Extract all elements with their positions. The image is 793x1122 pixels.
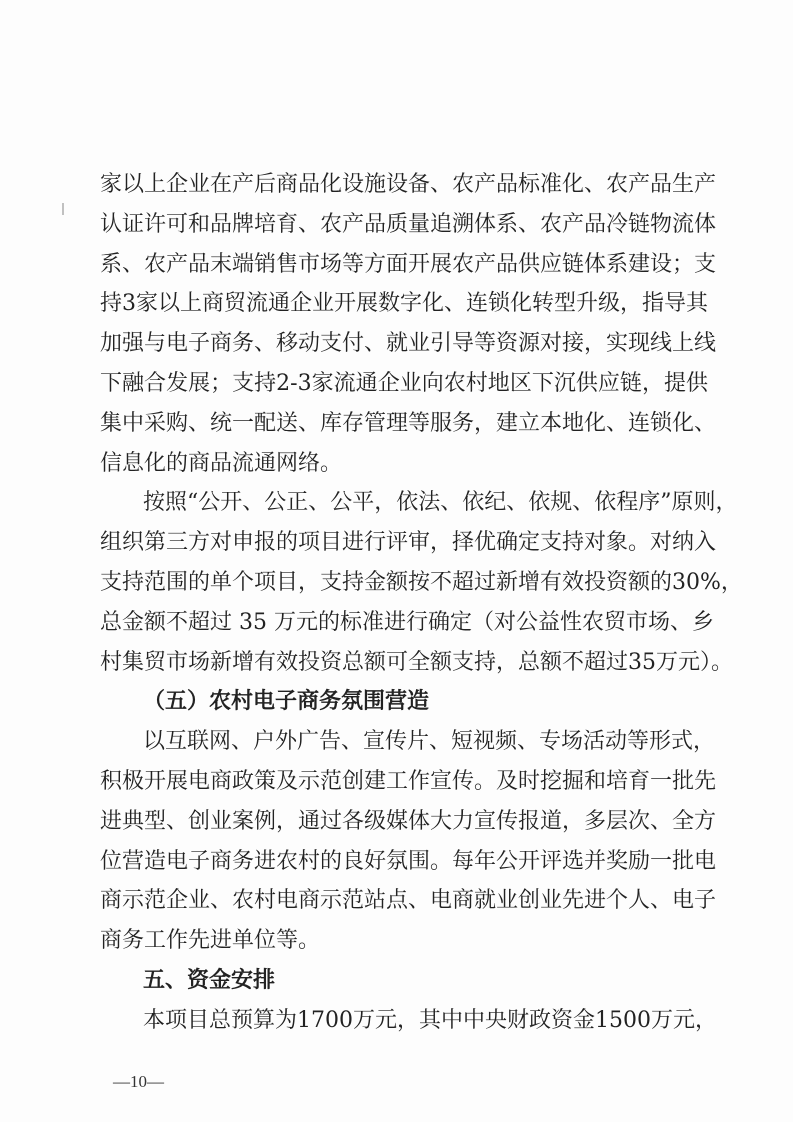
page-number: —10— xyxy=(113,1072,164,1091)
text-line: 积极开展电商政策及示范创建工作宣传。及时挖掘和培育一批先 xyxy=(100,769,717,794)
text-line: 加强与电子商务、移动支付、就业引导等资源对接，实现线上线 xyxy=(100,331,717,357)
text-line: 商务工作先进单位等。 xyxy=(100,928,321,954)
text-line: 组织第三方对申报的项目进行评审，择优确定支持对象。对纳入 xyxy=(100,530,717,556)
text-line: 按照“公开、公正、公平，依法、依纪、依规、依程序”原则， xyxy=(143,490,738,516)
text-line: 认证许可和品牌培育、农产品质量追溯体系、农产品冷链物流体 xyxy=(100,211,717,237)
text-line: 下融合发展；支持2-3家流通企业向农村地区下沉供应链，提供 xyxy=(100,371,708,396)
heading-text: （五）农村电子商务氛围营造 xyxy=(143,689,430,715)
text-line: 集中采购、统一配送、库存管理等服务，建立本地化、连锁化、 xyxy=(100,410,717,436)
text-line: 总金额不超过 35 万元的标准进行确定（对公益性农贸市场、乡 xyxy=(100,609,714,635)
heading-text: 五、资金安排 xyxy=(143,968,276,993)
text-line: 商示范企业、农村电商示范站点、电商就业创业先进个人、电子 xyxy=(100,888,717,914)
text-line: 系、农产品末端销售市场等方面开展农产品供应链体系建设；支 xyxy=(100,251,717,277)
scan-mark xyxy=(62,203,64,215)
text-line: 家以上企业在产后商品化设施设备、农产品标准化、农产品生产 xyxy=(100,172,717,197)
text-line: 进典型、创业案例，通过各级媒体大力宣传报道，多层次、全方 xyxy=(100,808,717,834)
text-line: 位营造电子商务进农村的良好氛围。每年公开评选并奖励一批电 xyxy=(100,848,717,874)
text-line: 信息化的商品流通网络。 xyxy=(100,450,343,476)
text-line: 本项目总预算为1700万元，其中中央财政资金1500万元， xyxy=(143,1007,717,1033)
text-line: 支持范围的单个项目，支持金额按不超过新增有效投资额的30%， xyxy=(100,570,743,595)
text-line: 以互联网、户外广告、宣传片、短视频、专场活动等形式， xyxy=(143,729,716,755)
text-line: 持3家以上商贸流通企业开展数字化、连锁化转型升级，指导其 xyxy=(100,291,708,317)
text-line: 村集贸市场新增有效投资总额可全额支持，总额不超过35万元）。 xyxy=(100,649,733,675)
